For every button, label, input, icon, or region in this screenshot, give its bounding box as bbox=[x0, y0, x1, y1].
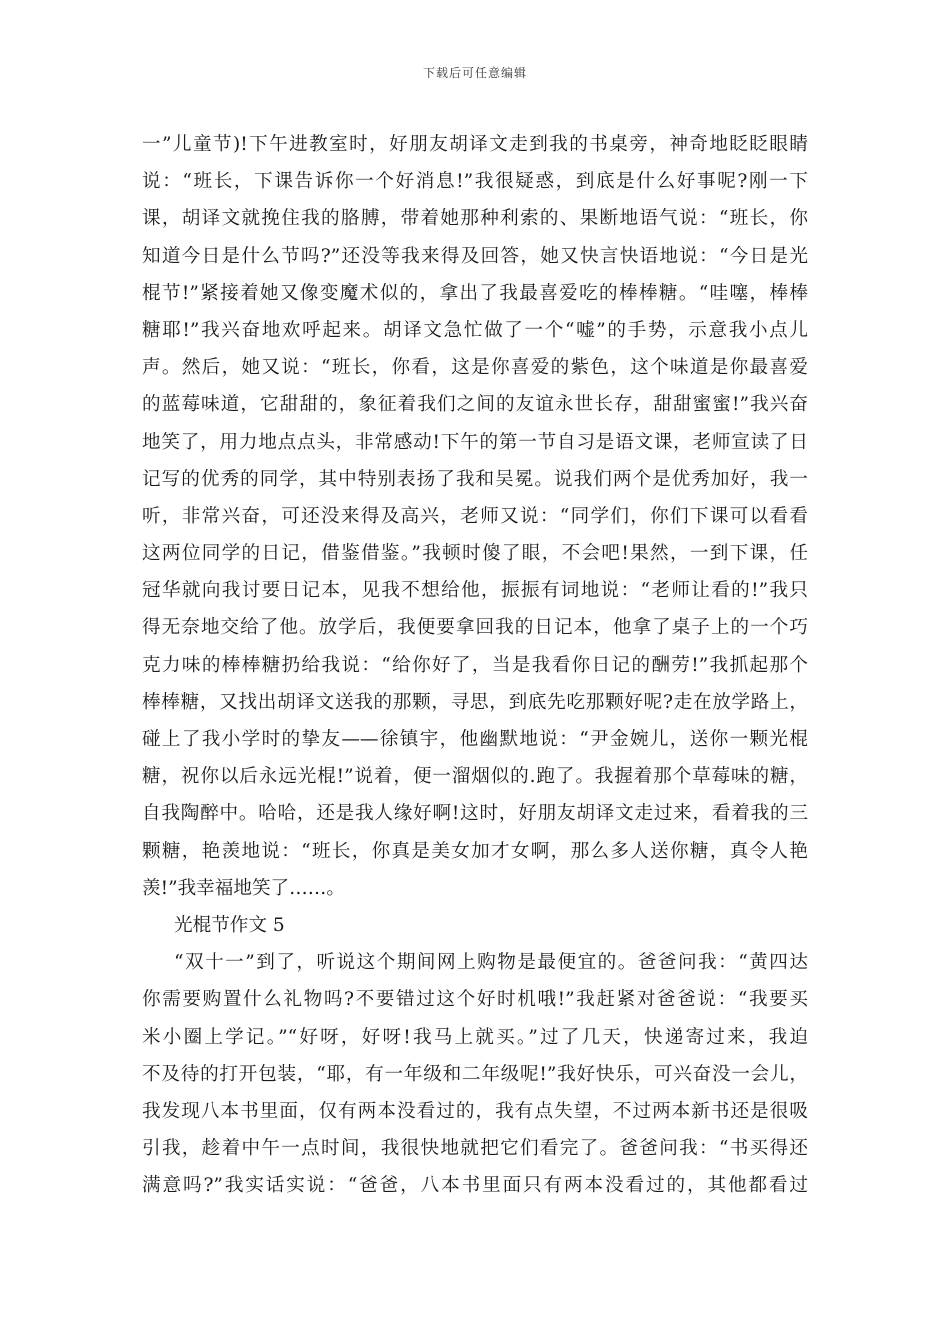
text-line: 颗糖，艳羡地说：“班长，你真是美女加才女啊，那么多人送你糖，真令人艳 bbox=[142, 840, 808, 862]
text-line: 不及待的打开包装，“耶，有一年级和二年级呢!”我好快乐，可兴奋没一会儿， bbox=[142, 1063, 808, 1085]
text-line: 引我，趁着中午一点时间，我很快地就把它们看完了。爸爸问我：“书买得还 bbox=[142, 1138, 808, 1160]
text-line: 你需要购置什么礼物吗?不要错过这个好时机哦!”我赶紧对爸爸说：“我要买 bbox=[142, 989, 808, 1011]
text-line: 说：“班长，下课告诉你一个好消息!”我很疑惑，到底是什么好事呢?刚一下 bbox=[142, 171, 808, 193]
text-line: 棒棒糖，又找出胡译文送我的那颗，寻思，到底先吃那颗好呢?走在放学路上， bbox=[142, 691, 808, 713]
text-line: 糖，祝你以后永远光棍!”说着，便一溜烟似的.跑了。我握着那个草莓味的糖， bbox=[142, 766, 808, 788]
page-header: 下载后可任意编辑 bbox=[422, 66, 527, 80]
text-line: 知道今日是什么节吗?”还没等我来得及回答，她又快言快语地说：“今日是光 bbox=[142, 245, 808, 267]
text-line: 的蓝莓味道，它甜甜的，象征着我们之间的友谊永世长存，甜甜蜜蜜!”我兴奋 bbox=[142, 394, 808, 416]
document-body bbox=[142, 126, 808, 1204]
text-line: 碰上了我小学时的挚友——徐镇宇，他幽默地说：“尹金婉儿，送你一颗光棍 bbox=[142, 729, 808, 750]
text-line: 我发现八本书里面，仅有两本没看过的，我有点失望，不过两本新书还是很吸 bbox=[142, 1100, 808, 1122]
paragraph-1 bbox=[142, 126, 808, 907]
text-line: 克力味的棒棒糖扔给我说：“给你好了，当是我看你日记的酬劳!”我抓起那个 bbox=[142, 654, 808, 676]
text-line: 记写的优秀的同学，其中特别表扬了我和吴冕。说我们两个是优秀加好，我一 bbox=[142, 468, 808, 490]
text-line: 这两位同学的日记，借鉴借鉴。”我顿时傻了眼，不会吧!果然，一到下课，任 bbox=[142, 543, 808, 565]
text-line: 声。然后，她又说：“班长，你看，这是你喜爱的紫色，这个味道是你最喜爱 bbox=[142, 357, 808, 379]
text-line: 棍节!”紧接着她又像变魔术似的，拿出了我最喜爱吃的棒棒糖。“哇噻，棒棒 bbox=[142, 282, 808, 304]
text-line: 羡!”我幸福地笑了……。 bbox=[142, 877, 345, 899]
text-line: “双十一”到了，听说这个期间网上购物是最便宜的。爸爸问我：“黄四达 bbox=[174, 952, 808, 974]
text-line: 满意吗?”我实话实说：“爸爸，八本书里面只有两本没看过的，其他都看过 bbox=[142, 1175, 808, 1197]
text-line: 得无奈地交给了他。放学后，我便要拿回我的日记本，他拿了桌子上的一个巧 bbox=[142, 617, 808, 639]
text-line: 冠华就向我讨要日记本，见我不想给他，振振有词地说：“老师让看的!”我只 bbox=[142, 580, 808, 602]
text-line: 自我陶醉中。哈哈，还是我人缘好啊!这时，好朋友胡译文走过来，看着我的三 bbox=[142, 803, 808, 825]
text-line: 听，非常兴奋，可还没来得及高兴，老师又说：“同学们，你们下课可以看看 bbox=[142, 505, 808, 527]
text-line: 米小圈上学记。”“好呀，好呀!我马上就买。”过了几天，快递寄过来，我迫 bbox=[142, 1026, 808, 1048]
text-line: 糖耶!”我兴奋地欢呼起来。胡译文急忙做了一个“嘘”的手势，示意我小点儿 bbox=[142, 319, 808, 341]
paragraph-2 bbox=[142, 944, 808, 1204]
text-line: 地笑了，用力地点点头，非常感动!下午的第一节自习是语文课，老师宣读了日 bbox=[142, 431, 808, 453]
section-heading: 光棍节作文 5 bbox=[174, 914, 285, 936]
text-line: 一”儿童节)!下午进教室时，好朋友胡译文走到我的书桌旁，神奇地眨眨眼睛 bbox=[142, 134, 808, 155]
text-line: 课，胡译文就挽住我的胳膊，带着她那种利索的、果断地语气说：“班长，你 bbox=[142, 208, 808, 230]
